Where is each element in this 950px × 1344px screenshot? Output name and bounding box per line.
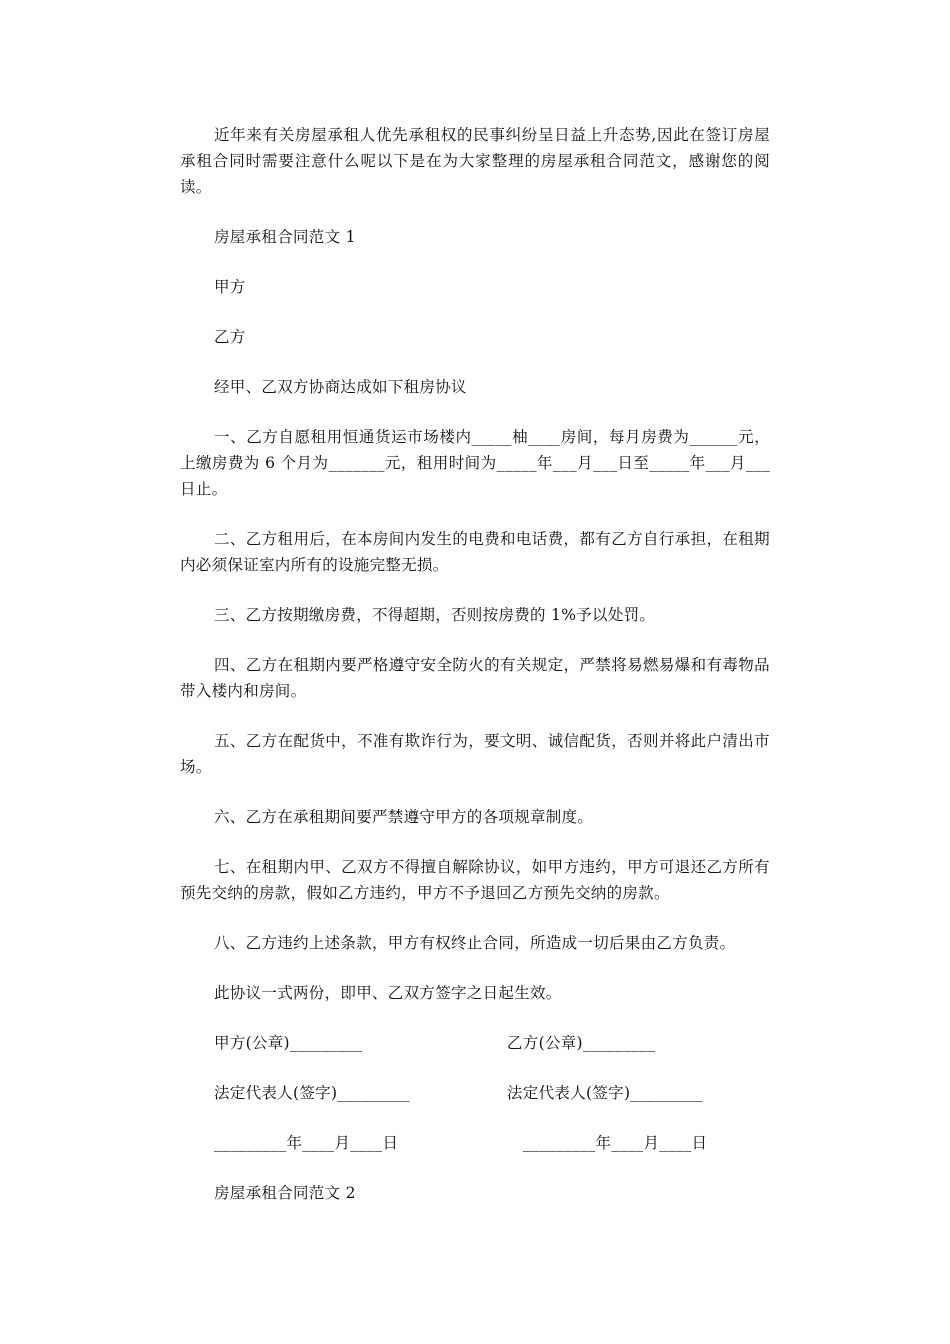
clause-7: 七、在租期内甲、乙双方不得擅自解除协议，如甲方违约，甲方可退还乙方所有预先交纳的房款，假如乙方违约，甲方不予退回乙方预先交纳的房款。 [180,858,770,902]
party-b-date: _________年____月____日 [523,1134,708,1152]
clause-6: 六、乙方在承租期间要严禁遵守甲方的各项规章制度。 [214,808,594,826]
party-b-representative: 法定代表人(签字)_________ [507,1084,703,1102]
party-a-seal: 甲方(公章)_________ [214,1034,363,1052]
party-a-date: _________年____月____日 [214,1134,399,1152]
clause-1: 一、乙方自愿租用恒通货运市场楼内_____柚____房间，每月房费为______元，上缴房费为 6 个月为_______元，租用时间为_____年___月___日至_____年___月___日止。 [180,428,770,498]
party-b-seal: 乙方(公章)_________ [507,1034,656,1052]
clause-3: 三、乙方按期缴房费，不得超期，否则按房费的 1%予以处罚。 [214,606,656,624]
clause-5: 五、乙方在配货中，不准有欺诈行为，要文明、诚信配货，否则并将此户清出市场。 [180,732,770,776]
document-page [180,122,770,1230]
signature-rep-row [180,1080,770,1106]
clause-2: 二、乙方租用后，在本房间内发生的电费和电话费，都有乙方自行承担，在租期内必须保证室内所有的设施完整无损。 [180,530,770,574]
signature-date-row [180,1130,770,1156]
clause-4: 四、乙方在租期内要严格遵守安全防火的有关规定，严禁将易燃易爆和有毒物品带入楼内和房间。 [180,656,770,700]
party-a-representative: 法定代表人(签字)_________ [214,1084,410,1102]
party-b-label: 乙方 [214,328,246,346]
signature-seal-row [180,1030,770,1056]
section-1-title: 房屋承租合同范文 1 [214,228,356,246]
intro-paragraph: 近年来有关房屋承租人优先承租权的民事纠纷呈日益上升态势,因此在签订房屋承租合同时需要注意什么呢以下是在为大家整理的房屋承租合同范文，感谢您的阅读。 [180,126,770,196]
agreement-intro: 经甲、乙双方协商达成如下租房协议 [214,378,467,396]
party-a-label: 甲方 [214,278,246,296]
section-2-title: 房屋承租合同范文 2 [214,1184,356,1202]
clause-8: 八、乙方违约上述条款，甲方有权终止合同，所造成一切后果由乙方负责。 [214,934,736,952]
effect-statement: 此协议一式两份，即甲、乙双方签字之日起生效。 [214,984,562,1002]
